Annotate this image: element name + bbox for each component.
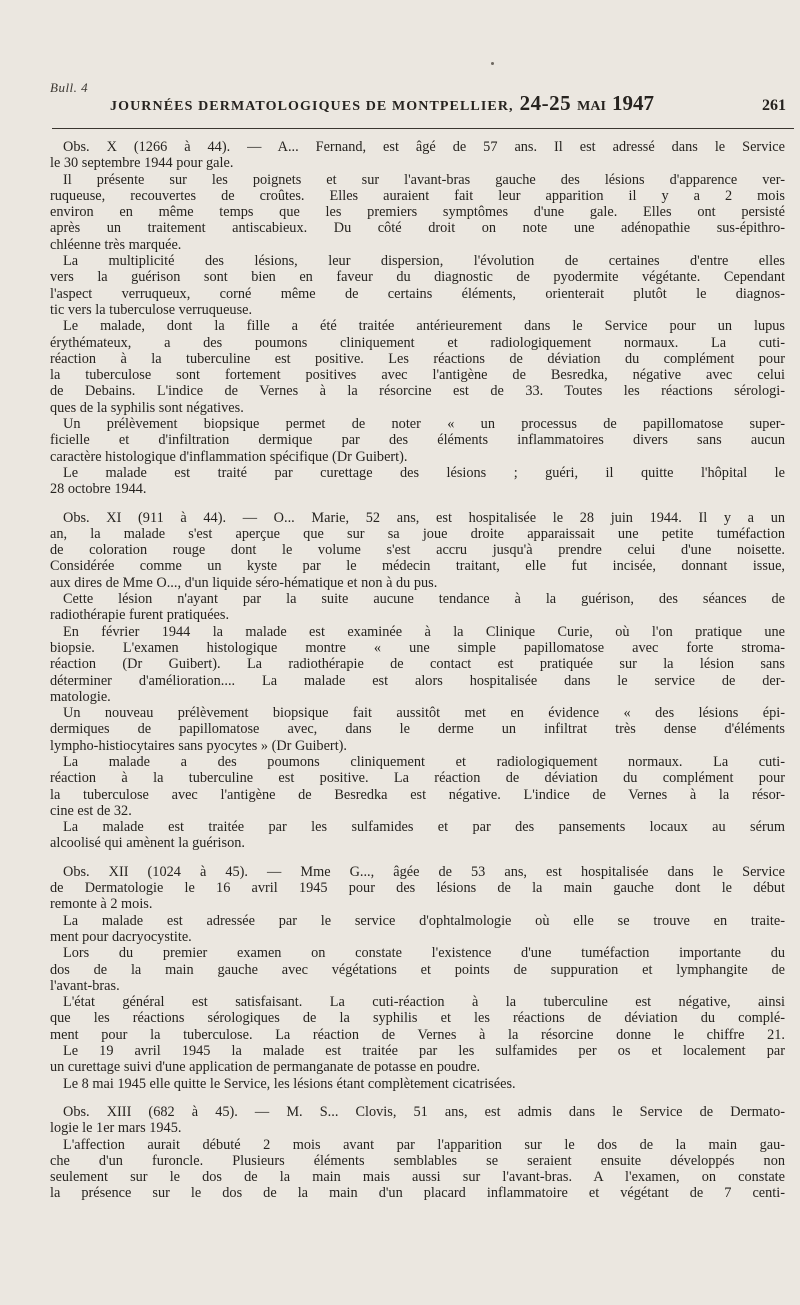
text-line: aux dires de Mme O..., d'un liquide séro-hématique et non à du pus. <box>50 574 438 591</box>
text-line: ment pour dacryocystite. <box>50 928 192 945</box>
text-line: ques de la syphilis sont négatives. <box>50 399 244 416</box>
text-line: dos de la main gauche avec végétations et points de suppuration et lymphangite de <box>50 961 785 978</box>
text-line: réaction (Dr Guibert). La radiothérapie de contact est pratiquée sur la lésion sans <box>50 656 785 673</box>
text-line: an, la malade s'est aperçue que sur sa joue droite apparaissait une petite tuméfaction <box>50 525 785 542</box>
page-number: 261 <box>762 97 786 114</box>
paragraph-gap <box>50 1092 785 1104</box>
bulletin-mark: Bull. 4 <box>50 80 89 95</box>
text-line: réaction à la tuberculine est positive. La réaction de déviation du complément pour <box>50 770 785 787</box>
text-line: lympho-histiocytaires sans pyocytes » (Dr Guibert). <box>50 737 347 754</box>
text-line: chléenne très marquée. <box>50 236 182 253</box>
body-text <box>50 139 785 1202</box>
text-line: remonte à 2 mois. <box>50 896 153 913</box>
text-line: La multiplicité des lésions, leur dispersion, l'évolution de certaines d'entre elles <box>63 253 785 270</box>
text-line: caractère histologique d'inflammation spécifique (Dr Guibert). <box>50 448 408 465</box>
header-dates: 24-25 <box>519 91 572 115</box>
text-line: l'aspect verruqueux, corné même de certains éléments, orienterait plutôt le diagnos- <box>50 285 785 302</box>
text-line: Lors du premier examen on constate l'existence d'une tuméfaction importante du <box>63 945 785 962</box>
text-line: que les réactions sérologiques de la syphilis et les réactions de déviation du complé- <box>50 1010 785 1027</box>
text-line: L'état général est satisfaisant. La cuti-réaction à la tuberculine est négative, ainsi <box>63 994 785 1011</box>
text-line: le 30 septembre 1944 pour gale. <box>50 155 234 172</box>
text-line: la présence sur le dos de la main d'un placard inflammatoire et végétant de 7 centi- <box>50 1185 785 1202</box>
text-line: de Debains. L'indice de Vernes à la résorcine est de 33. Toutes les réactions sérologi- <box>50 383 785 400</box>
text-line: Un prélèvement biopsique permet de noter « un processus de papillomatose super- <box>63 416 785 433</box>
text-line: la tuberculose sont fortement positives avec l'antigène de Besredka, négative avec celui <box>50 367 785 384</box>
text-line: Obs. XIII (682 à 45). — M. S... Clovis, 51 ans, est admis dans le Service de Dermato- <box>63 1103 785 1120</box>
text-line: Obs. XI (911 à 44). — O... Marie, 52 ans, est hospitalisée le 28 juin 1944. Il y a un <box>63 509 785 526</box>
text-line: de Dermatologie le 16 avril 1945 pour des lésions de la main gauche dont le début <box>50 880 785 897</box>
text-line: environ en même temps que les premiers symptômes d'une gale. Elles ont persisté <box>50 204 785 221</box>
paragraph-gap <box>50 852 785 864</box>
text-line: radiothérapie furent pratiquées. <box>50 607 230 624</box>
text-line: En février 1944 la malade est examinée à la Clinique Curie, où l'on pratique une <box>63 623 785 640</box>
text-line: cine est de 32. <box>50 802 132 819</box>
text-line: Cette lésion n'ayant par la suite aucune tendance à la guérison, des séances de <box>63 591 785 608</box>
text-line: ment pour la tuberculose. La réaction de Vernes à la résorcine donne le chiffre 21. <box>50 1026 785 1043</box>
text-line: la tuberculose avec l'antigène de Besredka est négative. L'indice de Vernes à la résor- <box>50 786 785 803</box>
text-line: L'affection aurait débuté 2 mois avant par l'apparition sur le dos de la main gau- <box>63 1136 785 1153</box>
text-line: un curettage suivi d'une application de permanganate de potasse en poudre. <box>50 1059 481 1076</box>
text-line: tic vers la tuberculose verruqueuse. <box>50 301 253 318</box>
header-month: MAI <box>577 99 606 114</box>
text-line: Le 8 mai 1945 elle quitte le Service, les lésions étant complètement cicatrisées. <box>63 1075 516 1092</box>
text-line: Il présente sur les poignets et sur l'avant-bras gauche des lésions d'apparence ver- <box>63 171 785 188</box>
text-line: réaction à la tuberculine est positive. Les réactions de déviation du complément pour <box>50 350 785 367</box>
header-year: 1947 <box>611 91 654 115</box>
paragraph-gap <box>50 498 785 510</box>
text-line: ruqueuse, recouvertes de croûtes. Elles auraient fait leur apparition il y a 2 mois <box>50 187 785 204</box>
header-left <box>110 91 654 116</box>
text-line: Obs. XII (1024 à 45). — Mme G..., âgée de 53 ans, est hospitalisée dans le Service <box>63 863 785 880</box>
text-line: La malade est traitée par les sulfamides et par des pansements locaux au sérum <box>63 819 785 836</box>
text-line: biopsie. L'examen histologique montre « une simple papillomatose avec forte stroma- <box>50 639 785 656</box>
text-line: Le 19 avril 1945 la malade est traitée par les sulfamides per os et localement par <box>63 1043 785 1060</box>
text-line: ficielle et d'infiltration dermique par des éléments inflammatoires divers sans aucun <box>50 432 785 449</box>
text-line: che d'un furoncle. Plusieurs éléments semblables se seraient ensuite développés non <box>50 1152 785 1169</box>
text-line: érythémateux, a des poumons cliniquement et radiologiquement normaux. La cuti- <box>50 334 785 351</box>
text-line: seulement sur le dos de la main mais aussi sur l'avant-bras. A l'examen, on constate <box>50 1169 785 1186</box>
text-line: Le malade, dont la fille a été traitée antérieurement dans le Service pour un lupus <box>63 318 785 335</box>
text-line: Un nouveau prélèvement biopsique fait aussitôt met en évidence « des lésions épi- <box>63 705 785 722</box>
running-header <box>110 91 786 117</box>
text-line: vers la guérison sont bien en faveur du diagnostic de pyodermite végétante. Cependant <box>50 269 785 286</box>
running-title: JOURNÉES DERMATOLOGIQUES DE MONTPELLIER, <box>110 99 514 114</box>
text-line: Le malade est traité par curettage des lésions ; guéri, il quitte l'hôpital le <box>63 464 785 481</box>
text-line: La malade est adressée par le service d'ophtalmologie où elle se trouve en traite- <box>63 912 785 929</box>
text-line: 28 octobre 1944. <box>50 481 147 498</box>
header-rule <box>52 128 794 129</box>
text-line: l'avant-bras. <box>50 977 120 994</box>
text-line: logie le 1er mars 1945. <box>50 1120 182 1137</box>
text-line: de coloration rouge dont le volume s'est accru jusqu'à prendre celui d'une noisette. <box>50 542 785 559</box>
text-line: dermiques de papillomatose avec, dans le derme un infiltrat très dense d'éléments <box>50 721 785 738</box>
text-line: Considérée comme un kyste par le médecin traitant, elle fut incisée, donnant issue, <box>50 558 785 575</box>
text-line: La malade a des poumons cliniquement et radiologiquement normaux. La cuti- <box>63 753 785 770</box>
speck <box>491 62 494 65</box>
text-line: Obs. X (1266 à 44). — A... Fernand, est âgé de 57 ans. Il est adressé dans le Service <box>63 139 785 155</box>
text-line: alcoolisé qui amènent la guérison. <box>50 835 245 852</box>
text-line: matologie. <box>50 688 111 705</box>
text-line: déterminer d'amélioration.... La malade est alors hospitalisée dans le service de der- <box>50 672 785 689</box>
text-line: après un traitement antiscabieux. Du côté droit on note une adénopathie sus-épithro- <box>50 220 785 237</box>
